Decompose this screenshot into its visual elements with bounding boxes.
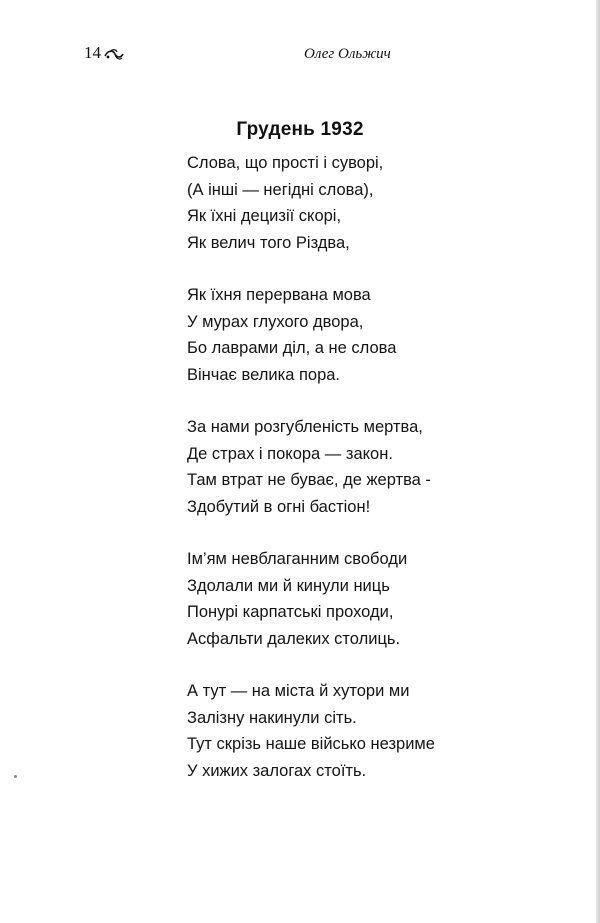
verse-line: Там втрат не буває, де жертва - — [187, 471, 431, 489]
verse-line: (А інші — негідні слова), — [187, 180, 374, 199]
page-edge-shadow — [596, 0, 600, 923]
verse-line: Як велич того Різдва, — [187, 233, 350, 252]
verse-line: Здолали ми й кинули ниць — [187, 576, 390, 595]
poem-title: Грудень 1932 — [236, 119, 364, 140]
verse-line: А тут — на міста й хутори ми — [187, 682, 410, 700]
stanza — [187, 150, 567, 256]
verse-line: Де страх і покора — закон. — [187, 444, 393, 463]
page-header — [84, 42, 504, 64]
verse-line: Вінчає велика пора. — [187, 365, 341, 384]
verse-line: Як їхні децизії скорі, — [187, 207, 342, 225]
poem-body — [187, 150, 567, 810]
stanza — [187, 282, 567, 388]
page-number — [84, 42, 124, 64]
stanza — [187, 678, 567, 784]
verse-line: У хижих залогах стоїть. — [187, 761, 367, 780]
verse-line: Бо лаврами діл, а не слова — [187, 339, 397, 357]
verse-line: Здобутий в огні бастіон! — [187, 497, 371, 516]
verse-line: Тут скрізь наше військо незриме — [187, 735, 435, 753]
verse-line: Понурі карпатські проходи, — [187, 603, 394, 621]
verse-line: Як їхня перервана мова — [187, 286, 371, 304]
stanza — [187, 546, 567, 652]
verse-line: Асфальти далеких столиць. — [187, 629, 401, 648]
page-number-text: 14 — [84, 43, 101, 62]
stanza — [187, 414, 567, 520]
leaf-ornament-icon — [104, 46, 124, 60]
verse-line: У мурах глухого двора, — [187, 312, 364, 331]
print-speck — [14, 775, 17, 778]
running-head-author: Олег Ольжич — [304, 46, 391, 62]
verse-line: Залізну накинули сіть. — [187, 708, 357, 727]
verse-line: Ім’ям невблаганним свободи — [187, 550, 408, 568]
verse-line: За нами розгубленість мертва, — [187, 418, 423, 436]
verse-line: Слова, що прості і суворі, — [187, 154, 384, 172]
